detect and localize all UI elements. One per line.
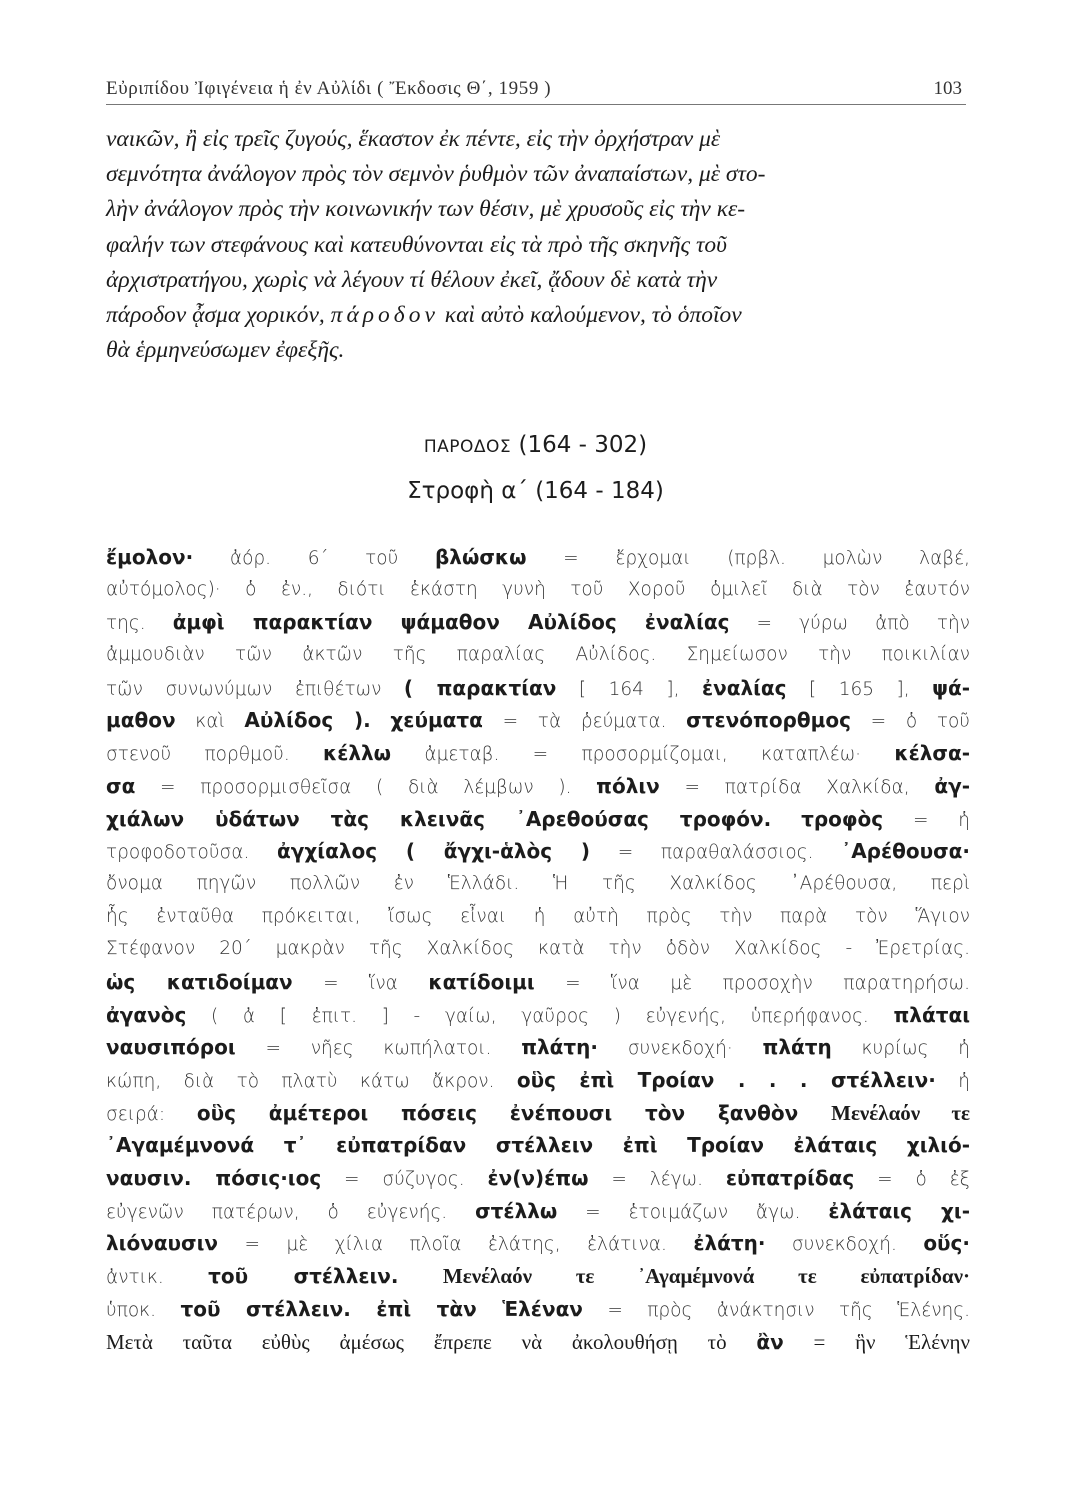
note-line bbox=[106, 541, 970, 574]
gloss: εὐγενῶν πατέρων, ὁ εὐγενής. bbox=[106, 1201, 476, 1223]
lemma: οὓς ἐπὶ Τροίαν . . . στέλλειν· bbox=[516, 1068, 936, 1092]
gloss: = λέγω. bbox=[588, 1169, 726, 1191]
note-line bbox=[106, 1129, 970, 1162]
note-line bbox=[106, 704, 970, 737]
lemma: βλώσκω bbox=[434, 545, 527, 569]
gloss: κυρίως ἡ bbox=[831, 1038, 971, 1060]
note-line bbox=[106, 672, 970, 705]
gloss: τῶν συνωνύμων ἐπιθέτων bbox=[106, 678, 404, 700]
commentary-notes bbox=[106, 541, 970, 1358]
gloss: στενοῦ πορθμοῦ. bbox=[106, 744, 324, 766]
lemma: ἀγ- bbox=[934, 773, 971, 798]
lemma: οὕς· bbox=[923, 1231, 971, 1256]
lemma: κέλλω bbox=[323, 741, 392, 766]
gloss: = ἔρχομαι (πρβλ. μολὼν λαβέ, bbox=[526, 548, 970, 569]
gloss: = σύζυγος. bbox=[321, 1169, 488, 1191]
gloss: ἀντικ. bbox=[106, 1267, 209, 1289]
gloss: = ὁ τοῦ bbox=[850, 711, 970, 733]
intro-line: θὰ ἑρμηνεύσωμεν ἐφεξῆς. bbox=[106, 337, 345, 364]
lemma: ναυσιν. πόσις·ιος bbox=[106, 1166, 322, 1191]
gloss: ἀόρ. 6΄ τοῦ bbox=[193, 548, 435, 569]
gloss: = πατρίδα Χαλκίδα, bbox=[659, 776, 935, 798]
gloss: = ὁ ἐξ bbox=[854, 1169, 970, 1191]
lemma: πλάτη bbox=[762, 1035, 832, 1060]
section-heading-range: (164 - 302) bbox=[518, 432, 648, 458]
running-header bbox=[106, 68, 966, 105]
lemma: κατίδοιμι bbox=[428, 969, 535, 994]
gloss: = παραθαλάσσιος. bbox=[590, 842, 842, 864]
lemma: τοῦ στέλλειν. ἐπὶ τὰν Ἑλέναν bbox=[180, 1296, 583, 1321]
lemma-serif: Μενέλαόν τε bbox=[831, 1100, 970, 1125]
gloss: κώπη, διὰ τὸ πλατὺ κάτω ἄκρον. bbox=[106, 1071, 517, 1092]
lemma: πόλιν bbox=[596, 773, 660, 798]
spaced-term: πάροδον bbox=[330, 302, 439, 329]
gloss: ἧς ἐνταῦθα πρόκειται, ἴσως εἶναι ἡ αὐτὴ πρὸς τὴν παρὰ τὸν Ἅγιον bbox=[106, 905, 970, 927]
lemma: ἀγχίαλος ( ἄγχι-ἁλὸς ) bbox=[277, 839, 591, 864]
gloss: τροφοδοτοῦσα. bbox=[106, 842, 278, 864]
lemma: ( παρακτίαν bbox=[403, 675, 557, 700]
lemma: ἀγανὸς bbox=[106, 1002, 187, 1027]
gloss: συνεκδοχή. bbox=[765, 1234, 924, 1256]
lemma: οὓς ἀμέτεροι πόσεις ἐνέπουσι τὸν ξανθὸν bbox=[196, 1100, 832, 1125]
gloss: = ἵνα bbox=[292, 972, 429, 994]
gloss: της. bbox=[106, 613, 173, 635]
lemma: ἐναλίας bbox=[701, 675, 787, 700]
note-line bbox=[106, 574, 970, 607]
lemma-serif: Μενέλαόν τε ᾿Αγαμέμνονά τε εὐπατρίδαν· bbox=[442, 1264, 970, 1289]
intro-line: ναικῶν, ἢ εἰς τρεῖς ζυγούς, ἕκαστον ἐκ πέντε, εἰς τὴν ὀρχήστραν μὲ bbox=[106, 126, 721, 152]
intro-line bbox=[106, 298, 966, 333]
lemma: ᾿Αγαμέμνονά τ᾿ εὐπατρίδαν στέλλειν ἐπὶ Τροίαν ἐλάταις χιλιό- bbox=[106, 1133, 970, 1158]
note-line bbox=[106, 803, 970, 836]
gloss: = προσορμισθεῖσα ( διὰ λέμβων ). bbox=[135, 776, 597, 798]
gloss: = τὰ ῥεύματα. bbox=[482, 711, 687, 733]
note-line bbox=[106, 639, 970, 672]
strophe-heading: Στροφὴ α΄ (164 - 184) bbox=[407, 478, 664, 504]
lemma: ὡς κατιδοίμαν bbox=[106, 969, 293, 994]
running-header-title: Εὐριπίδου Ἰφιγένεια ἡ ἐν Αὐλίδι ( Ἔκδοσις Θ΄, 1959 ) bbox=[106, 78, 552, 99]
intro-paragraph bbox=[106, 122, 966, 368]
note-line bbox=[106, 999, 970, 1032]
lemma: ᾿Αρέθουσα· bbox=[841, 839, 971, 864]
intro-text: καὶ αὐτὸ καλούμενον, τὸ ὁποῖον bbox=[438, 302, 742, 329]
gloss: = νῆες κωπήλατοι. bbox=[235, 1038, 522, 1060]
gloss: = μὲ χίλια πλοῖα ἐλάτης, ἐλάτινα. bbox=[218, 1234, 694, 1256]
note-line bbox=[106, 1326, 970, 1359]
gloss: Στέφανον 20΄ μακρὰν τῆς Χαλκίδος κατὰ τὴν ὁδὸν Χαλκίδος - Ἐρετρίας. bbox=[106, 938, 970, 960]
note-line bbox=[106, 1293, 970, 1326]
lemma: ἂν bbox=[756, 1329, 784, 1354]
note-line bbox=[106, 933, 970, 966]
note-line bbox=[106, 1195, 970, 1228]
note-line bbox=[106, 606, 970, 639]
gloss: = πρὸς ἀνάκτησιν τῆς Ἑλένης. bbox=[582, 1299, 970, 1321]
lemma: στέλλω bbox=[475, 1198, 558, 1223]
gloss bbox=[771, 810, 801, 831]
lemma: ἐν(ν)έπω bbox=[487, 1166, 589, 1191]
lemma: χιάλων ὑδάτων τὰς κλεινᾶς ᾿Αρεθούσας τροφόν. bbox=[106, 806, 772, 831]
gloss: [ 164 ], bbox=[556, 678, 702, 700]
lemma: τροφὸς bbox=[801, 806, 884, 831]
page-number: 103 bbox=[933, 78, 962, 99]
note-line bbox=[106, 737, 970, 770]
note-line bbox=[106, 868, 970, 901]
lemma: ναυσιπόροι bbox=[106, 1035, 236, 1060]
lemma: κέλσα- bbox=[894, 741, 970, 766]
gloss: = γύρω ἀπὸ τὴν bbox=[729, 613, 971, 635]
gloss-serif: Μετὰ ταῦτα εὐθὺς ἀμέσως ἔπρεπε νὰ ἀκολουθήσῃ τὸ bbox=[106, 1329, 757, 1354]
gloss: ( ἀ [ ἐπιτ. ] - γαίω, γαῦρος ) εὐγενής, ὑπερήφανος. bbox=[186, 1005, 894, 1027]
section-heading bbox=[0, 432, 1071, 458]
lemma: σα bbox=[106, 773, 136, 798]
gloss: = ἡ bbox=[883, 809, 970, 831]
note-line bbox=[106, 770, 970, 803]
note-line bbox=[106, 1162, 970, 1195]
intro-line: ἀρχιστρατήγου, χωρὶς νὰ λέγουν τί θέλουν ἐκεῖ, ᾄδουν δὲ κατὰ τὴν bbox=[106, 266, 718, 293]
lemma: πλάτη· bbox=[521, 1035, 599, 1060]
lemma: πλάται bbox=[893, 1002, 970, 1027]
lemma: λιόναυσιν bbox=[106, 1231, 219, 1256]
gloss-serif: = ἣν Ἑλένην bbox=[783, 1329, 970, 1354]
note-line bbox=[106, 901, 970, 934]
gloss: ὑποκ. bbox=[106, 1299, 181, 1321]
note-line bbox=[106, 1031, 970, 1064]
lemma: εὐπατρίδας bbox=[725, 1166, 855, 1191]
gloss: σειρά: bbox=[106, 1103, 197, 1125]
gloss: αὐτόμολος)· ὁ ἐν., διότι ἑκάστη γυνὴ τοῦ Χοροῦ ὁμιλεῖ διὰ τὸν ἑαυτόν bbox=[106, 578, 970, 600]
note-line bbox=[106, 1227, 970, 1260]
gloss bbox=[371, 711, 391, 732]
section-heading-label: ΠΑΡΟΔΟΣ bbox=[423, 437, 512, 457]
lemma: τοῦ στέλλειν. bbox=[208, 1264, 399, 1289]
gloss: ὄνομα πηγῶν πολλῶν ἐν Ἑλλάδι. Ἡ τῆς Χαλκίδος ᾿Αρέθουσα, περὶ bbox=[106, 872, 970, 894]
lemma: ψά- bbox=[932, 675, 970, 700]
gloss bbox=[399, 1267, 443, 1288]
note-line bbox=[106, 1097, 970, 1130]
gloss: = ἵνα μὲ προσοχὴν παρατηρήσω. bbox=[534, 972, 971, 994]
gloss: καὶ bbox=[175, 711, 245, 733]
gloss: ἀμμουδιὰν τῶν ἀκτῶν τῆς παραλίας Αὐλίδος. Σημείωσον τὴν ποικιλίαν bbox=[106, 644, 970, 666]
intro-line: φαλήν των στεφάνους καὶ κατευθύνονται εἰς τὰ πρὸ τῆς σκηνῆς τοῦ bbox=[106, 231, 727, 258]
lemma: ἐλάτη· bbox=[693, 1231, 766, 1256]
note-line bbox=[106, 1260, 970, 1293]
intro-text: πάροδον ᾆσμα χορικόν, bbox=[106, 302, 331, 329]
gloss: [ 165 ], bbox=[786, 678, 933, 700]
gloss: συνεκδοχή· bbox=[598, 1038, 763, 1060]
intro-line: σεμνότητα ἀνάλογον πρὸς τὸν σεμνὸν ῥυθμὸν τῶν ἀναπαίστων, μὲ στο- bbox=[106, 161, 766, 188]
gloss: ἀμεταβ. = προσορμίζομαι, καταπλέω· bbox=[391, 744, 895, 766]
lemma: μαθον bbox=[106, 708, 176, 733]
lemma: ἐλάταις χι- bbox=[828, 1198, 970, 1223]
gloss: ἡ bbox=[935, 1071, 970, 1092]
note-line bbox=[106, 966, 970, 999]
intro-line: λὴν ἀνάλογον πρὸς τὴν κοινωνικήν των θέσιν, μὲ χρυσοῦς εἰς τὴν κε- bbox=[106, 196, 746, 223]
lemma: χεύματα bbox=[390, 708, 483, 733]
lemma: ἔμολον· bbox=[106, 545, 194, 569]
note-line bbox=[106, 835, 970, 868]
gloss: = ἑτοιμάζων ἄγω. bbox=[557, 1201, 829, 1223]
lemma: στενόπορθμος bbox=[686, 708, 851, 733]
lemma: Αὐλίδος ). bbox=[244, 708, 371, 733]
note-line bbox=[106, 1064, 970, 1097]
lemma: ἀμφὶ παρακτίαν ψάμαθον Αὐλίδος ἐναλίας bbox=[172, 610, 730, 635]
